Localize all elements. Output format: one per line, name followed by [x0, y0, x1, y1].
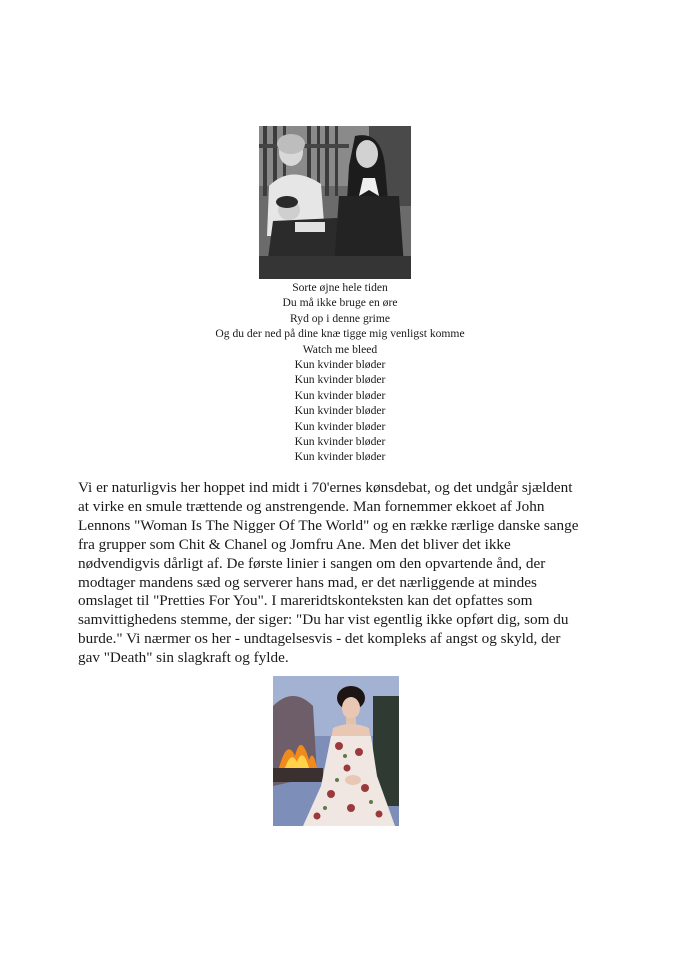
lyrics-line: Kun kvinder bløder — [294, 435, 386, 449]
lyrics-line: Kun kvinder bløder — [294, 358, 386, 372]
paragraph-line: burde." Vi nærmer os her - undtagelsesvis - det kompleks af angst og skyld, der — [78, 630, 561, 648]
paragraph-line: gav "Death" sin slagkraft og fylde. — [78, 649, 289, 667]
paragraph-line: at virke en smule trættende og anstrengende. Man fornemmer ekkoet af John — [78, 497, 545, 515]
photo-woman-floral-dress — [273, 676, 399, 826]
paragraph-line: nødvendigvis dårligt af. De første linier i sangen om den opvartende ånd, der — [78, 554, 546, 572]
lyrics-line: Kun kvinder bløder — [294, 388, 386, 402]
paragraph-line: omslaget til "Pretties For You". I mareridtskonteksten kan det opfattes som — [78, 592, 533, 610]
lyrics-line: Kun kvinder bløder — [294, 373, 386, 387]
photo-group-portrait — [259, 126, 411, 279]
paragraph-line: Lennons "Woman Is The Nigger Of The World" og en række rærlige danske sange — [78, 516, 579, 534]
lyrics-line: Du må ikke bruge en øre — [282, 296, 398, 310]
body-paragraph — [78, 479, 618, 668]
lyrics-line: Og du der ned på dine knæ tigge mig venligst komme — [215, 327, 465, 341]
paragraph-line: fra grupper som Chit & Chanel og Jomfru Ane. Men det bliver det ikke — [78, 535, 511, 553]
lyrics-line: Watch me bleed — [302, 342, 378, 356]
lyrics-line: Kun kvinder bløder — [294, 450, 386, 464]
lyrics-line: Sorte øjne hele tiden — [292, 281, 388, 294]
lyrics-line: Kun kvinder bløder — [294, 419, 386, 433]
lyrics-block — [140, 280, 540, 465]
paragraph-line: modtager mandens sæd og serverer hans mad, er det nærliggende at mindes — [78, 573, 537, 591]
paragraph-line: samvittighedens stemme, der siger: "Du har vist egentlig ikke opført dig, som du — [78, 611, 569, 629]
lyrics-line: Kun kvinder bløder — [294, 404, 386, 418]
paragraph-line: Vi er naturligvis her hoppet ind midt i 70'ernes kønsdebat, og det undgår sjældent — [78, 479, 573, 496]
lyrics-line: Ryd op i denne grime — [290, 311, 390, 325]
